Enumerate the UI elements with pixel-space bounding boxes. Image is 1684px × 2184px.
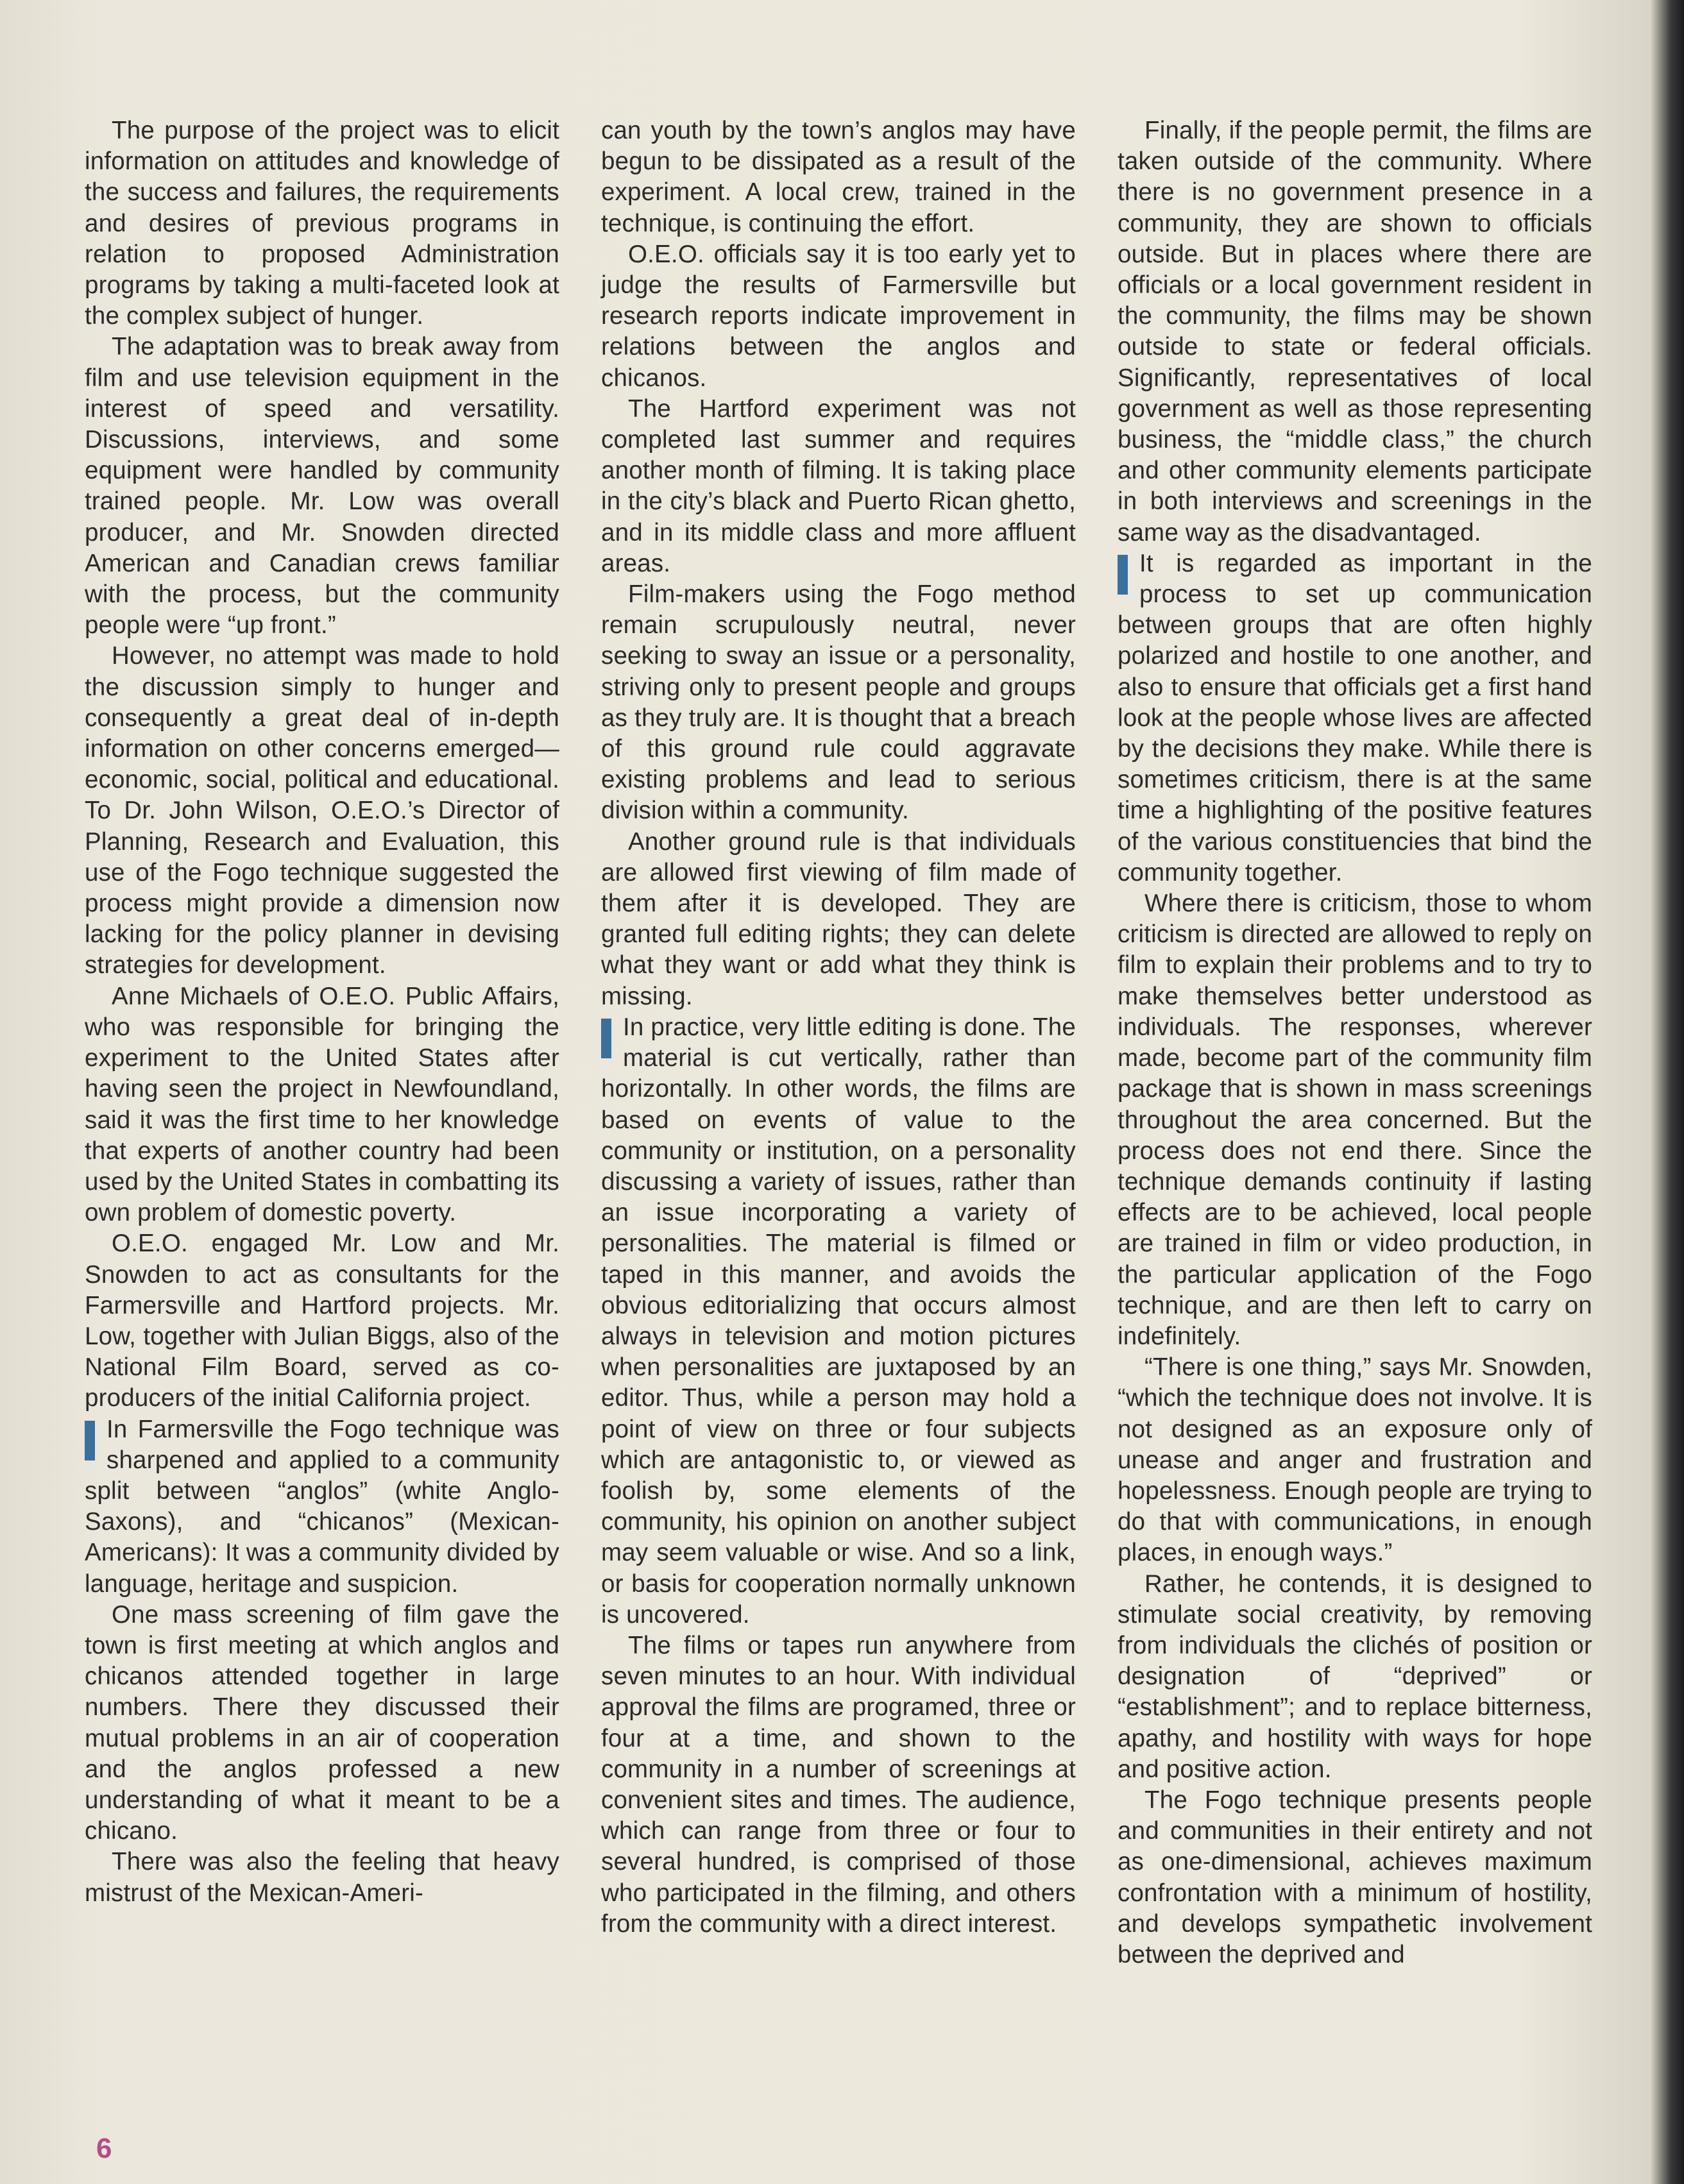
paragraph: Rather, he contends, it is designed to stimulate social creativity, by removing from individuals the clichés of position or designation of “deprived” or “establishment”; and to replace bitterness, apathy, and hostility with ways for hope and positive action. [1118, 1570, 1592, 1783]
paragraph: However, no attempt was made to hold the discussion simply to hunger and consequently a great deal of in-depth information on other concerns emerged—economic, social, political and educational. To Dr. John Wilson, O.E.O.’s Director of Planning, Research and Evaluation, this use of the Fogo technique suggested the process might provide a dimension now lacking for the policy planner in devising strategies for development. [85, 642, 559, 979]
paragraph: The films or tapes run anywhere from seven minutes to an hour. With individual approval the films are programed, three or four at a time, and shown to the community in a number of screenings at convenient sites and times. The audience, which can range from three or four to several hundred, is comprised of those who participated in the filming, and others from the community with a direct interest. [601, 1631, 1076, 1938]
paragraph: There was also the feeling that heavy mistrust of the Mexican-Ameri- [85, 1848, 559, 1907]
paragraph: The Fogo technique presents people and communities in their entirety and not as one-dimensional, achieves maximum confrontation with a minimum of hostility, and develops sympathetic involvement between the deprived and [1118, 1786, 1592, 1968]
text-column-2 [601, 115, 1076, 1940]
paragraph-text: In Farmersville the Fogo technique was sharpened and applied to a community split between “anglos” (white Anglo-Saxons), and “chicanos” (Mexican-Americans): It was a community divided by language, heritage and suspicion. [85, 1415, 559, 1598]
paragraph: Another ground rule is that individuals are allowed first viewing of film made of them after it is developed. They are granted full editing rights; they can delete what they want or add what they think is missing. [601, 827, 1076, 1010]
paragraph-text: It is regarded as important in the process to set up communication between groups that are often highly polarized and hostile to one another, and also to ensure that officials get a first hand look at the people whose lives are affected by the decisions they make. While there is sometimes criticism, there is at the same time a highlighting of the positive features of the various constituencies that bind the community together. [1118, 549, 1592, 886]
paragraph: One mass screening of film gave the town is first meeting at which anglos and chicanos attended together in large numbers. There they discussed their mutual problems in an air of cooperation and the anglos professed a new understanding of what it meant to be a chicano. [85, 1600, 559, 1845]
paragraph: O.E.O. engaged Mr. Low and Mr. Snowden to act as consultants for the Farmersville and Hartford projects. Mr. Low, together with Julian Biggs, also of the National Film Board, served as co-producers of the initial California project. [85, 1230, 559, 1412]
paragraph: Where there is criticism, those to whom criticism is directed are allowed to reply on film to explain their problems and to try to make themselves better understood as individuals. The responses, wherever made, become part of the community film package that is shown in mass screenings throughout the area concerned. But the process does not end there. Since the technique demands continuity if lasting effects are to be achieved, local people are trained in film or video production, in the particular application of the Fogo technique, and are then left to carry on indefinitely. [1118, 890, 1592, 1350]
paragraph: Film-makers using the Fogo method remain scrupulously neutral, never seeking to sway an issue or a personality, striving only to present people and groups as they truly are. It is thought that a breach of this ground rule could aggravate existing problems and lead to serious division within a community. [601, 580, 1076, 825]
paragraph: O.E.O. officials say it is too early yet to judge the results of Farmersville but research reports indicate improvement in relations between the anglos and chicanos. [601, 240, 1076, 392]
paragraph: “There is one thing,” says Mr. Snowden, “which the technique does not involve. It is not designed as an exposure only of unease and anger and frustration and hopelessness. Enough people are trying to do that with communications, in enough places, in enough ways.” [1118, 1353, 1592, 1567]
paragraph-text: In practice, very little editing is done. The material is cut vertically, rather than horizontally. In other words, the films are based on events of value to the community or institution, on a personality discussing a variety of issues, rather than an issue incorporating a variety of personalities. The material is filmed or taped in this manner, and avoids the obvious editorializing that occurs almost always in television and motion pictures when personalities are juxtaposed by an editor. Thus, while a person may hold a point of view on three or four subjects which are antagonistic to, or viewed as foolish by, some elements of the community, his opinion on another subject may seem valuable or wise. And so a link, or basis for cooperation normally unknown is uncovered. [601, 1013, 1076, 1629]
paragraph-drop-cap [85, 1414, 559, 1600]
paragraph: Finally, if the people permit, the films are taken outside of the community. Where there is no government presence in a community, they are shown to officials outside. But in places where there are officials or a local government resident in the community, the films may be shown outside to state or federal officials. Significantly, representatives of local government as well as those representing business, the “middle class,” the church and other community elements participate in both interviews and screenings in the same way as the disadvantaged. [1118, 117, 1592, 546]
paragraph-drop-cap [1118, 548, 1592, 888]
paragraph-continuation: can youth by the town’s anglos may have begun to be dissipated as a result of the experiment. A local crew, trained in the technique, is continuing the effort. [601, 117, 1076, 237]
text-column-1 [85, 115, 559, 1909]
text-column-3 [1118, 115, 1592, 1970]
paragraph: Anne Michaels of O.E.O. Public Affairs, who was responsible for bringing the experiment to the United States after having seen the project in Newfoundland, said it was the first time to her knowledge that experts of another country had been used by the United States in combatting its own problem of domestic poverty. [85, 982, 559, 1227]
paragraph: The purpose of the project was to elicit information on attitudes and knowledge of the success and failures, the requirements and desires of previous programs in relation to proposed Administration programs by taking a multi-faceted look at the complex subject of hunger. [85, 117, 559, 330]
paragraph: The adaptation was to break away from film and use television equipment in the interest of speed and versatility. Discussions, interviews, and some equipment were handled by community trained people. Mr. Low was overall producer, and Mr. Snowden directed American and Canadian crews familiar with the process, but the community people were “up front.” [85, 333, 559, 639]
drop-cap-bar-icon [85, 1421, 95, 1460]
drop-cap-bar-icon [601, 1019, 611, 1058]
drop-cap-bar-icon [1118, 555, 1128, 595]
paragraph: The Hartford experiment was not completed last summer and requires another month of filming. It is taking place in the city’s black and Puerto Rican ghetto, and in its middle class and more affluent areas. [601, 394, 1076, 577]
paragraph-drop-cap [601, 1012, 1076, 1630]
page-number: 6 [96, 2133, 112, 2164]
